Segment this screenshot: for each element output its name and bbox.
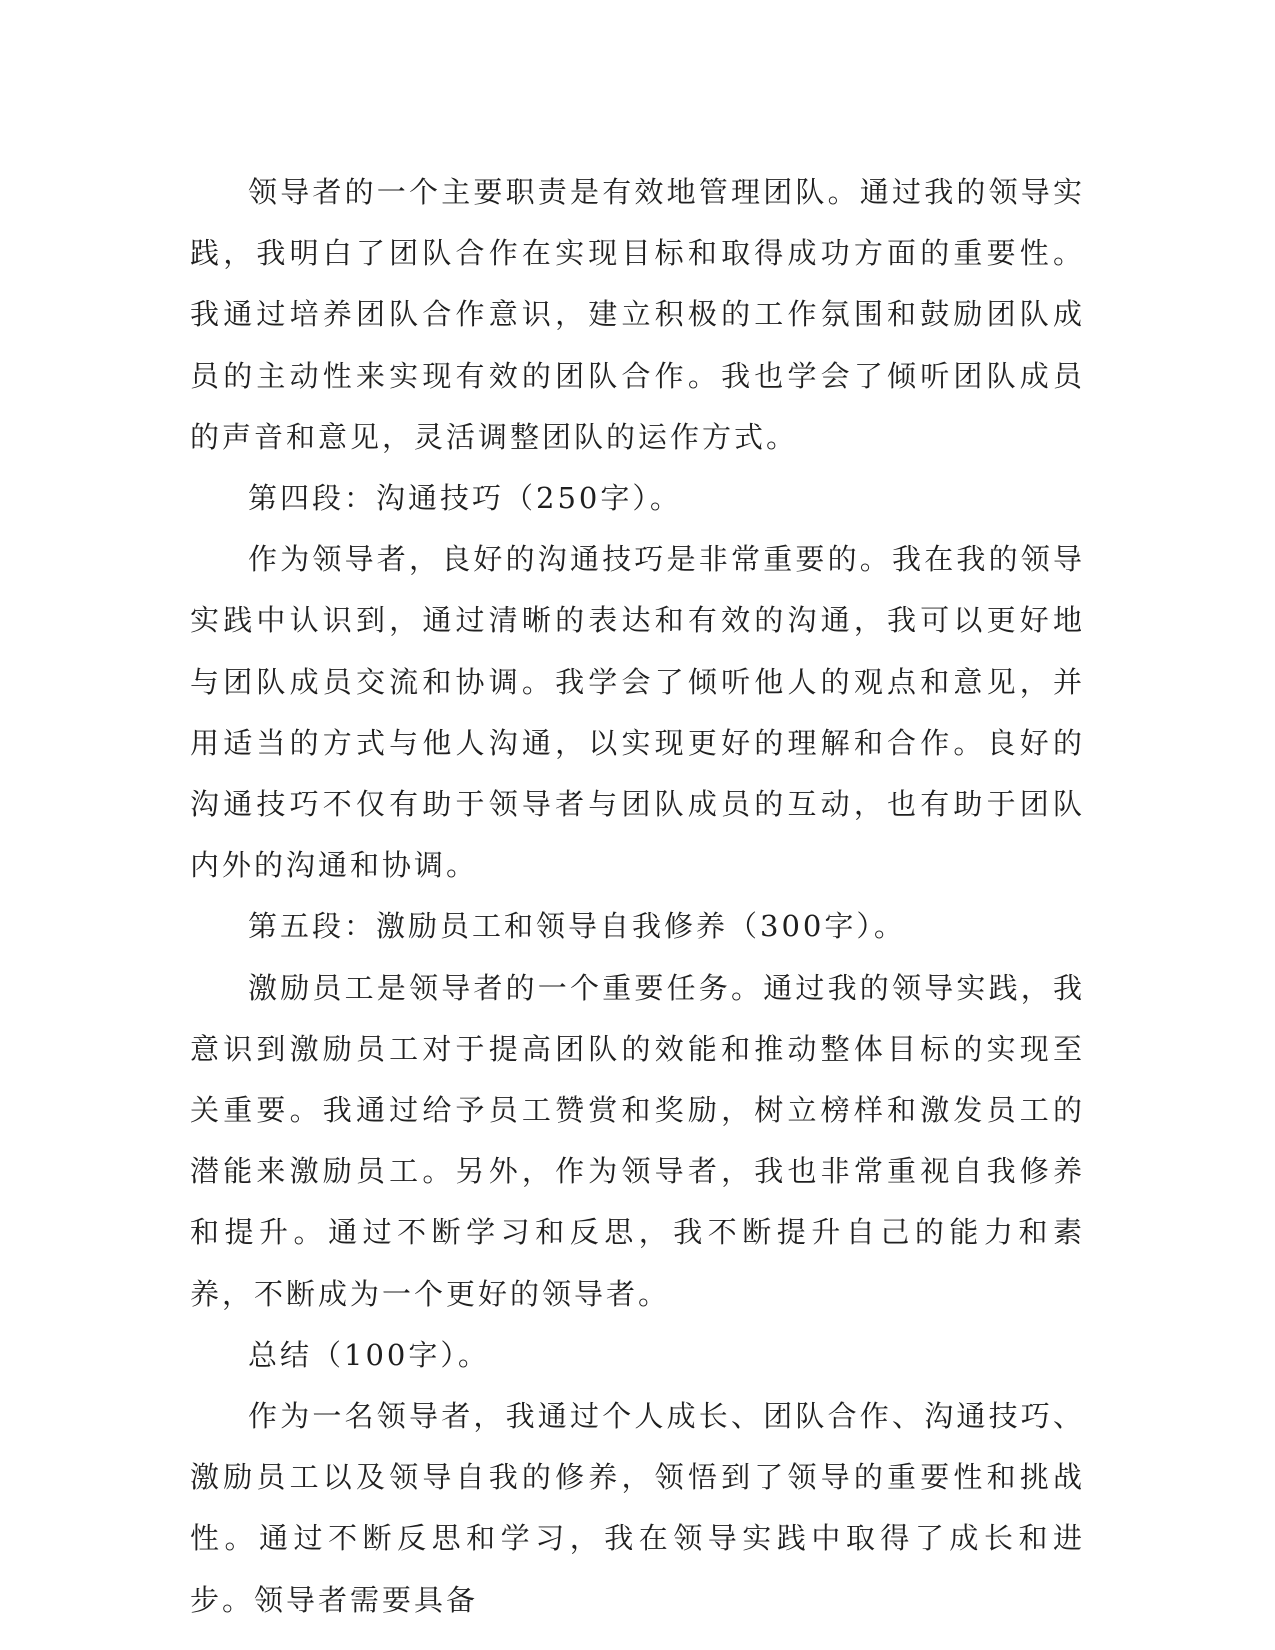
document-body <box>190 162 1085 1631</box>
section-heading-motivation: 第五段：激励员工和领导自我修养（300字）。 <box>248 909 906 944</box>
section-heading-summary: 总结（100字）。 <box>248 1337 490 1372</box>
paragraph-communication: 作为领导者，良好的沟通技巧是非常重要的。我在我的领导实践中认识到，通过清晰的表达和有效的沟通，我可以更好地与团队成员交流和协调。我学会了倾听他人的观点和意见，并用适当的方式与他人沟通，以实现更好的理解和合作。良好的沟通技巧不仅有助于领导者与团队成员的互动，也有助于团队内外的沟通和协调。 <box>190 542 1085 883</box>
paragraph-summary: 作为一名领导者，我通过个人成长、团队合作、沟通技巧、激励员工以及领导自我的修养，领悟到了领导的重要性和挑战性。通过不断反思和学习，我在领导实践中取得了成长和进步。领导者需要具备 <box>190 1399 1085 1617</box>
section-heading-communication: 第四段：沟通技巧（250字）。 <box>248 481 682 516</box>
paragraph-team-management: 领导者的一个主要职责是有效地管理团队。通过我的领导实践，我明白了团队合作在实现目标和取得成功方面的重要性。我通过培养团队合作意识，建立积极的工作氛围和鼓励团队成员的主动性来实现有效的团队合作。我也学会了倾听团队成员的声音和意见，灵活调整团队的运作方式。 <box>190 175 1085 454</box>
paragraph-motivation: 激励员工是领导者的一个重要任务。通过我的领导实践，我意识到激励员工对于提高团队的效能和推动整体目标的实现至关重要。我通过给予员工赞赏和奖励，树立榜样和激发员工的潜能来激励员工。另外，作为领导者，我也非常重视自我修养和提升。通过不断学习和反思，我不断提升自己的能力和素养，不断成为一个更好的领导者。 <box>190 970 1085 1311</box>
